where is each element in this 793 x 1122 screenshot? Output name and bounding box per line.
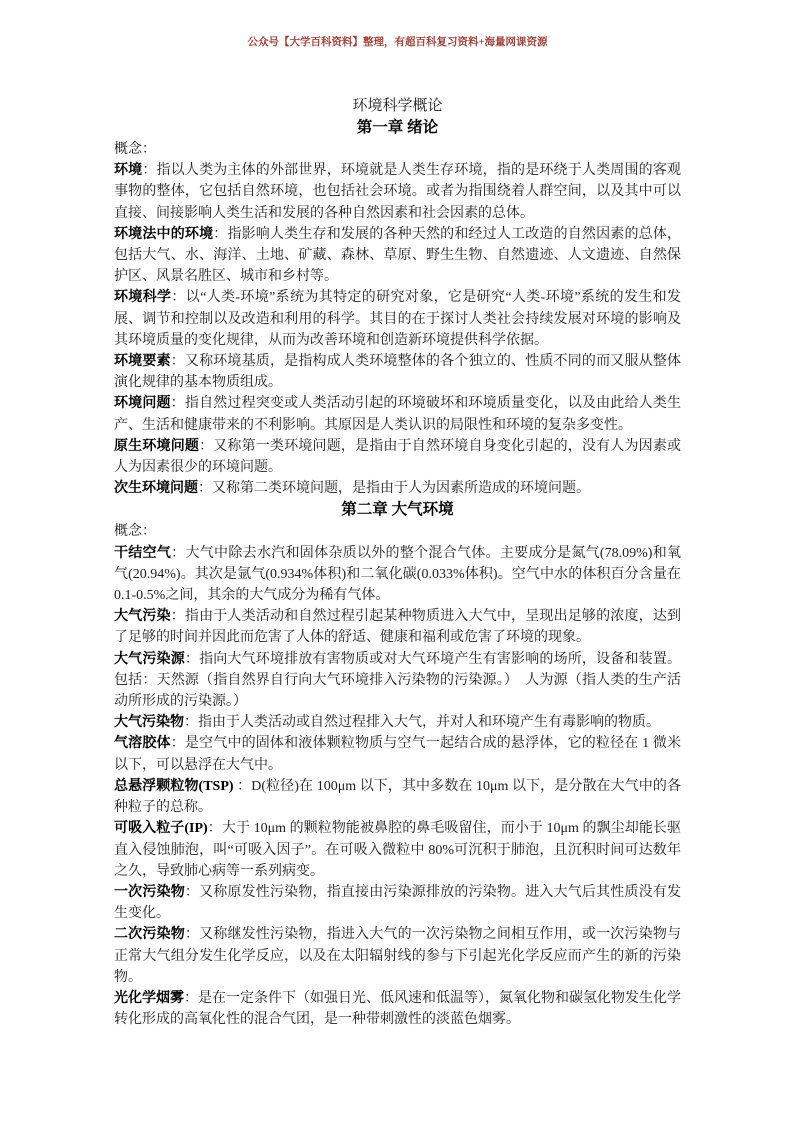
term-label: 总悬浮颗粒物(TSP) <box>114 778 234 794</box>
definition-entry <box>114 733 681 775</box>
definition-text: ：又称环境基质，是指构成人类环境整体的各个独立的、性质不同的而又服从整体演化规律的基本物质组成。 <box>114 354 681 391</box>
definition-text: ：是在一定条件下（如强日光、低风速和低温等），氮氧化物和碳氢化物发生化学转化形成的高氧化性的混合气团，是一种带刺激性的淡蓝色烟雾。 <box>114 990 681 1028</box>
definition-entry <box>114 287 681 351</box>
definition-text: ：指影响人类生存和发展的各种天然的和经过人工改造的自然因素的总体，包括大气、水、海洋、土地、矿藏、森林、草原、野生生物、自然遗迹、人文遗迹、自然保护区、风景名胜区、城市和乡村等。 <box>114 226 682 285</box>
definition-text: ：D(粒径)在 100μm 以下，其中多数在 10μm 以下，是分散在大气中的各种粒子的总称。 <box>114 778 681 816</box>
chapter-2-heading: 第二章 大气环境 <box>341 501 454 519</box>
definition-text: ：指由于人类活动或自然过程排入大气，并对人和环境产生有毒影响的物质。 <box>184 715 660 731</box>
definition-entry <box>114 988 681 1030</box>
definition-entry <box>114 882 681 924</box>
page-content <box>114 0 681 1030</box>
definition-entry <box>114 436 681 478</box>
definition-entry <box>114 818 681 882</box>
definition-entry <box>114 606 681 648</box>
definition-text: ：又称原发性污染物，指直接由污染源排放的污染物。进入大气后其性质没有发生变化。 <box>114 884 682 922</box>
term-label: 环境问题 <box>114 396 171 412</box>
definition-text: ：又称第二类环境问题，是指由于人为因素所造成的环境问题。 <box>198 481 590 497</box>
concept-label: 概念： <box>114 524 156 540</box>
term-label: 环境要素 <box>114 354 171 370</box>
definition-entry <box>114 224 681 288</box>
definition-entry <box>114 924 681 988</box>
definition-text: ：是空气中的固体和液体颗粒物质与空气一起结合成的悬浮体，它的粒径在 1 微米以下，可以悬浮在大气中。 <box>114 736 682 773</box>
definition-text: ：又称第一类环境问题，是指由于自然环境自身变化引起的，没有人为因素或人为因素很少的环境问题。 <box>114 438 681 476</box>
definition-entry <box>114 351 681 393</box>
chapter-section-1 <box>114 117 681 499</box>
term-label: 环境 <box>114 163 143 179</box>
definition-text: ：又称继发性污染物，指进入大气的一次污染物之间相互作用，或一次污染物与正常大气组分发生化学反应，以及在太阳辐射线的参与下引起光化学反应而产生的新的污染物。 <box>114 927 682 985</box>
term-label: 一次污染物 <box>114 884 185 900</box>
term-label: 大气污染源 <box>114 651 185 667</box>
term-label: 次生环境问题 <box>114 481 198 497</box>
chapter-section-2 <box>114 499 681 1030</box>
definition-text: ：以“人类-环境”系统为其特定的研究对象，它是研究“人类-环境”系统的发生和发展、调节和控制以及改造和利用的科学。其目的在于探讨人类社会持续发展对环境的影响及其环境质量的变化规律，从而为改善环境和创造新环境提供科学依据。 <box>114 290 682 348</box>
definition-entry <box>114 478 681 499</box>
chapter-1-heading: 第一章 绪论 <box>356 119 439 136</box>
definition-entry <box>114 776 681 818</box>
term-label: 可吸入粒子(IP) <box>114 821 208 837</box>
term-label: 大气污染物 <box>114 715 184 731</box>
definition-text: ：大于 10μm 的颗粒物能被鼻腔的鼻毛吸留住，而小于 10μm 的飘尘却能长驱直入侵蚀肺泡，叫“可吸入因子”。在可吸入微粒中 80%可沉积于肺泡，且沉积时间可达数年之久，导致肺心病等一系列病变。 <box>114 821 681 879</box>
term-label: 原生环境问题 <box>114 438 200 454</box>
definition-text: ：指自然过程突变或人类活动引起的环境破坏和环境质量变化，以及由此给人类生产、生活和健康带来的不利影响。其原因是人类认识的局限性和环境的复杂多变性。 <box>114 396 681 433</box>
term-label: 环境法中的环境 <box>114 226 214 242</box>
term-label: 大气污染 <box>114 609 171 625</box>
term-label: 光化学烟雾 <box>114 990 184 1006</box>
definition-entry <box>114 393 681 435</box>
term-label: 干结空气 <box>114 545 172 561</box>
definition-entry <box>114 160 681 224</box>
definition-text: ：大气中除去水汽和固体杂质以外的整个混合气体。主要成分是氮气(78.09%)和氧气(20.94%)。其次是氩气(0.934%体积)和二氧化碳(0.033%体积)。空气中水的体积百分含量在 0.1-0.5%之间，其余的大气成分为稀有气体。 <box>114 545 682 604</box>
promo-header: 公众号【大学百科资料】整理，有超百科复习资料+海量网课资源 <box>247 37 548 48</box>
definition-text: ：指以人类为主体的外部世界，环境就是人类生存环境，指的是环绕于人类周围的客观事物的整体，它包括自然环境，也包括社会环境。或者为指围绕着人群空间，以及其中可以直接、间接影响人类生活和发展的各种自然因素和社会因素的总体。 <box>114 163 681 221</box>
definition-text: ：指向大气环境排放有害物质或对大气环境产生有害影响的场所，设备和装置。包括：天然源（指自然界自行向大气环境排入污染物的污染源。） 人为源（指人类的生产活动所形成的污染源。） <box>114 651 682 710</box>
document-title: 环境科学概论 <box>352 98 443 114</box>
definition-entry <box>114 712 681 733</box>
definition-entry <box>114 543 681 607</box>
concept-label: 概念： <box>114 142 156 157</box>
term-label: 二次污染物 <box>114 927 185 943</box>
term-label: 环境科学 <box>114 290 172 306</box>
term-label: 气溶胶体 <box>114 736 171 752</box>
definition-text: ：指由于人类活动和自然过程引起某种物质进入大气中，呈现出足够的浓度，达到了足够的时间并因此而危害了人体的舒适、健康和福利或危害了环境的现象。 <box>114 609 681 646</box>
definition-entry <box>114 649 681 713</box>
